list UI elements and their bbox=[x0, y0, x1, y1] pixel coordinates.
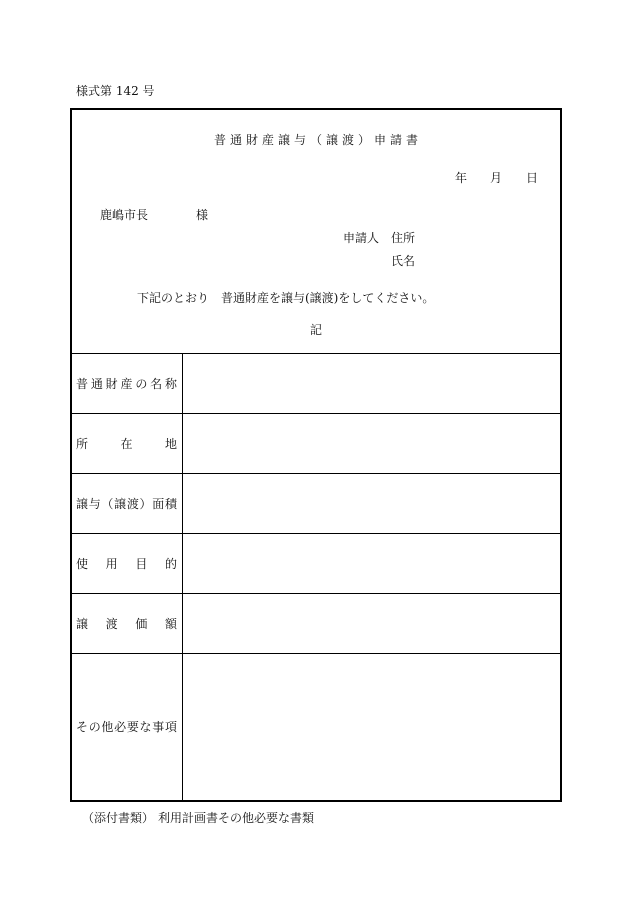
other-matters-value bbox=[183, 654, 560, 800]
addressee-honorific: 様 bbox=[196, 208, 209, 222]
area-value bbox=[183, 474, 560, 533]
purpose-value bbox=[183, 534, 560, 593]
applicant-name-label: 氏名 bbox=[391, 254, 416, 268]
applicant-address-label: 申請人 住所 bbox=[343, 231, 416, 245]
price-label: 譲渡価額 bbox=[76, 616, 177, 631]
property-name-value bbox=[183, 354, 560, 413]
row-label-cell bbox=[72, 534, 183, 593]
location-value bbox=[183, 414, 560, 473]
table-row bbox=[72, 413, 560, 473]
row-label-cell bbox=[72, 654, 183, 800]
table-row bbox=[72, 653, 560, 800]
row-label-cell bbox=[72, 594, 183, 653]
form-title: 普通財産譲与（譲渡）申請書 bbox=[213, 133, 422, 147]
application-form-box bbox=[70, 108, 562, 802]
attachments-label: （添付書類） bbox=[82, 811, 155, 825]
attachments-text: 利用計画書その他必要な書類 bbox=[158, 811, 315, 825]
addressee-name: 鹿嶋市長 bbox=[100, 208, 149, 222]
property-name-label: 普通財産の名称 bbox=[76, 376, 177, 391]
row-label-cell bbox=[72, 354, 183, 413]
other-matters-label: その他必要な事項 bbox=[76, 720, 177, 734]
table-row bbox=[72, 353, 560, 413]
price-value bbox=[183, 594, 560, 653]
form-number: 様式第 142 号 bbox=[76, 84, 155, 98]
date-month-label: 月 bbox=[490, 171, 503, 185]
table-row bbox=[72, 533, 560, 593]
table-row bbox=[72, 473, 560, 533]
purpose-label: 使用目的 bbox=[76, 556, 177, 571]
notation-ki: 記 bbox=[310, 323, 323, 337]
location-label: 所在地 bbox=[76, 436, 177, 451]
table-row bbox=[72, 593, 560, 653]
date-year-label: 年 bbox=[455, 171, 468, 185]
row-label-cell bbox=[72, 414, 183, 473]
row-label-cell bbox=[72, 474, 183, 533]
area-label: 譲与（譲渡）面積 bbox=[76, 496, 177, 511]
form-header bbox=[72, 110, 560, 353]
request-text: 下記のとおり 普通財産を譲与(譲渡)をしてください。 bbox=[137, 291, 435, 305]
date-day-label: 日 bbox=[526, 171, 539, 185]
